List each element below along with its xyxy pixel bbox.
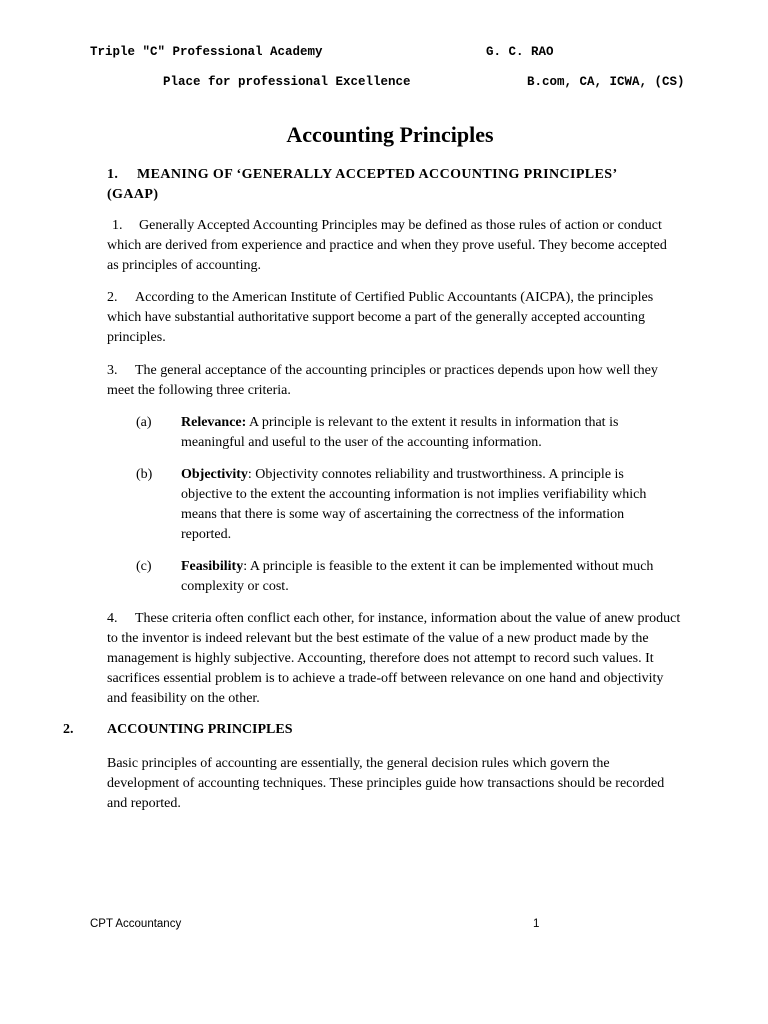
paragraph-4-text: These criteria often conflict each other, for instance, information about the value of anew product to the inventor is indeed relevant but the best estimate of the value of a new product made by the management is highly subjective. Accounting, therefore does not attempt to record such values. It sacrifices essential problem is to achieve a trade-off between relevance on one hand and objectivity and feasibility on the other. bbox=[107, 611, 681, 706]
criterion-term: Feasibility bbox=[181, 559, 244, 574]
paragraph-2 bbox=[107, 288, 682, 348]
criterion-feasibility bbox=[136, 557, 666, 597]
section2-number: 2. bbox=[63, 722, 74, 737]
section1-number: 1. bbox=[107, 167, 119, 182]
page-number: 1 bbox=[533, 918, 540, 930]
criterion-label: (b) bbox=[136, 467, 153, 482]
criterion-text: : Objectivity connotes reliability and trustworthiness. A principle is objective to the extent the accounting information is not implies verifiability which means that there is some way of ascertaining the correctness of the information reported. bbox=[181, 467, 647, 542]
criterion-objectivity bbox=[136, 465, 666, 545]
criterion-term: Relevance: bbox=[181, 415, 247, 430]
paragraph-2-text: According to the American Institute of Certified Public Accountants (AICPA), the principles which have substantial authoritative support become a part of the generally accepted accounting principles. bbox=[107, 290, 654, 345]
paragraph-2-number: 2. bbox=[107, 290, 118, 305]
paragraph-1 bbox=[107, 216, 682, 276]
criterion-relevance bbox=[136, 413, 666, 453]
section1-heading bbox=[107, 165, 667, 205]
paragraph-1-number: 1. bbox=[112, 218, 123, 233]
paragraph-3-number: 3. bbox=[107, 363, 118, 378]
header-name: G. C. RAO bbox=[486, 45, 554, 59]
paragraph-3-text: The general acceptance of the accounting principles or practices depends upon how well they meet the following three criteria. bbox=[107, 363, 658, 398]
page-title: Accounting Principles bbox=[286, 122, 494, 147]
criterion-label: (a) bbox=[136, 415, 152, 430]
criterion-term: Objectivity bbox=[181, 467, 248, 482]
header-tagline: Place for professional Excellence bbox=[163, 75, 411, 89]
paragraph-4 bbox=[107, 609, 685, 709]
paragraph-4-number: 4. bbox=[107, 611, 118, 626]
footer-left: CPT Accountancy bbox=[90, 918, 182, 930]
criterion-label: (c) bbox=[136, 559, 152, 574]
criterion-text: A principle is relevant to the extent it results in information that is meaningful and useful to the user of the accounting information. bbox=[181, 415, 619, 450]
header-credentials: B.com, CA, ICWA, (CS) bbox=[527, 75, 685, 89]
criterion-text: : A principle is feasible to the extent it can be implemented without much complexity or cost. bbox=[181, 559, 654, 594]
paragraph-3 bbox=[107, 361, 682, 401]
section1-heading-text: MEANING OF ‘GENERALLY ACCEPTED ACCOUNTING PRINCIPLES’ (GAAP) bbox=[107, 167, 617, 202]
section2-text: Basic principles of accounting are essentially, the general decision rules which govern the development of accounting techniques. These principles guide how transactions should be recorded and reported. bbox=[107, 756, 665, 811]
header-academy: Triple "C" Professional Academy bbox=[90, 45, 323, 59]
section2-heading: ACCOUNTING PRINCIPLES bbox=[107, 722, 293, 737]
paragraph-1-text: Generally Accepted Accounting Principles may be defined as those rules of action or conduct which are derived from experience and practice and when they prove useful. They become accepted as principles of accounting. bbox=[107, 218, 667, 273]
